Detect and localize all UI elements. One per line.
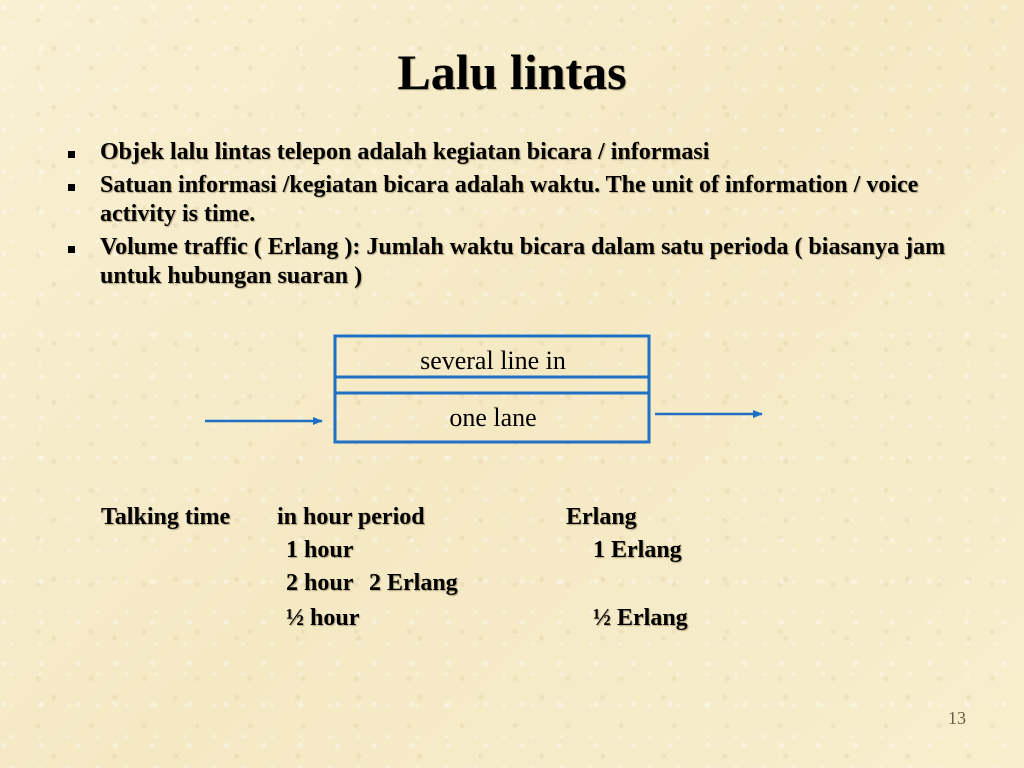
square-bullet-icon	[68, 246, 75, 253]
row-hours: 2 hour	[286, 570, 354, 596]
bullet-text: Satuan informasi /kegiatan bicara adalah waktu. The unit of information / voice activity is time.	[100, 172, 919, 227]
lane-bottom-label: one lane	[449, 403, 537, 432]
bullet-item	[62, 233, 962, 291]
header-period: in hour period	[277, 504, 425, 530]
row-erlang: ½ Erlang	[593, 605, 688, 631]
bullet-text: Objek lalu lintas telepon adalah kegiatan bicara / informasi	[100, 139, 710, 165]
row-erlang: 1 Erlang	[593, 537, 682, 563]
bullet-text: Volume traffic ( Erlang ): Jumlah waktu bicara dalam satu perioda ( biasanya jam untuk hubungan suaran )	[100, 234, 946, 289]
row-erlang: 2 Erlang	[369, 570, 458, 596]
header-erlang: Erlang	[566, 504, 637, 530]
bullet-list	[62, 138, 962, 295]
bullet-item	[62, 171, 962, 229]
square-bullet-icon	[68, 184, 75, 191]
header-talking-time: Talking time	[101, 504, 231, 530]
slide-title: Lalu lintas	[397, 44, 627, 100]
square-bullet-icon	[68, 151, 75, 158]
bullet-item	[62, 138, 962, 167]
slide-number: 13	[948, 708, 966, 728]
row-hours: 1 hour	[286, 537, 354, 563]
lane-top-label: several line in	[420, 346, 566, 375]
row-hours: ½ hour	[286, 605, 360, 631]
